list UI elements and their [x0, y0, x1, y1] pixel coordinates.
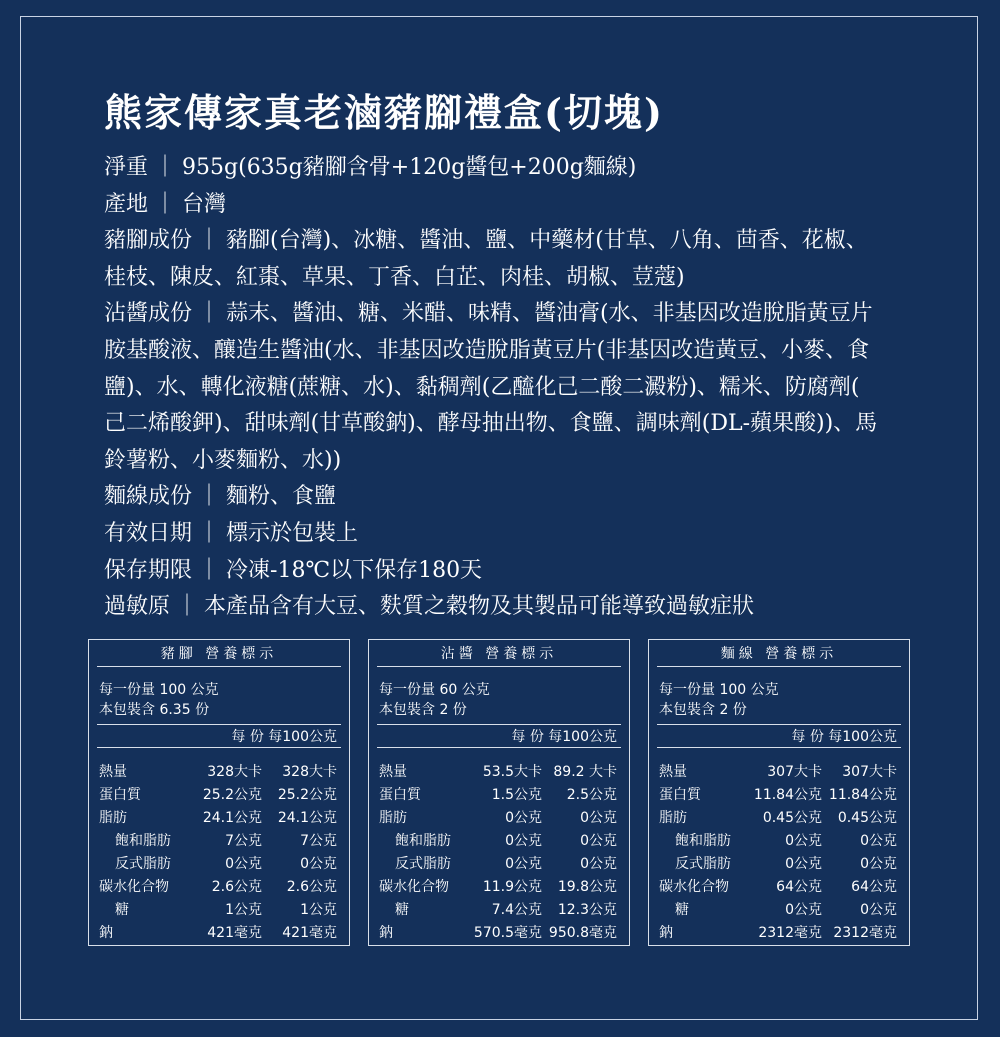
nutrition-panel-dipping-sauce — [368, 639, 630, 946]
serving-size: 每一份量 100 公克 — [99, 682, 219, 698]
table-row — [659, 830, 897, 853]
table-row — [659, 922, 897, 945]
product-title: 熊家傳家真老滷豬腳禮盒(切塊) — [104, 90, 664, 135]
per-serving-value: 7.4公克 — [491, 902, 542, 918]
per-serving-value: 24.1公克 — [202, 810, 262, 826]
nutrient-label: 飽和脂肪 — [675, 833, 731, 849]
per-100g-value: 0公克 — [580, 833, 617, 849]
table-row — [379, 853, 617, 876]
info-value: 標示於包裝上 — [226, 520, 359, 546]
panel-heading: 沾醬 營養標示 — [377, 642, 621, 667]
per-serving-value: 421毫克 — [207, 925, 262, 941]
product-info — [104, 150, 904, 626]
per-serving-value: 0.45公克 — [762, 810, 822, 826]
per-100g-value: 64公克 — [851, 879, 897, 895]
per-100g-value: 328大卡 — [282, 764, 337, 780]
info-value: 豬腳(台灣)、冰糖、醬油、鹽、中藥材(甘草、八角、茴香、花椒、 — [226, 228, 868, 254]
nutrient-label: 脂肪 — [659, 810, 687, 826]
nutrient-label: 鈉 — [379, 925, 393, 941]
table-row — [659, 761, 897, 784]
per-100g-value: 421毫克 — [282, 925, 337, 941]
info-separator: ｜ — [154, 191, 177, 217]
info-label: 保存期限 — [104, 557, 193, 583]
per-serving-value: 0公克 — [785, 902, 822, 918]
info-row — [104, 479, 904, 516]
per-100g-value: 2312毫克 — [833, 925, 897, 941]
nutrient-label: 鈉 — [659, 925, 673, 941]
table-row — [659, 899, 897, 922]
info-row — [104, 333, 904, 370]
info-value: 己二烯酸鉀)、甜味劑(甘草酸鈉)、酵母抽出物、食鹽、調味劑(DL-蘋果酸))、馬 — [104, 411, 878, 437]
info-label: 豬腳成份 — [104, 228, 193, 254]
per-100g-value: 0公克 — [300, 856, 337, 872]
column-headers: 每 份 每100公克 — [657, 724, 901, 748]
nutrient-label: 反式脂肪 — [395, 856, 451, 872]
table-row — [379, 830, 617, 853]
nutrient-label: 蛋白質 — [99, 787, 141, 803]
column-headers: 每 份 每100公克 — [377, 724, 621, 748]
nutrient-label: 脂肪 — [99, 810, 127, 826]
per-100g-value: 2.5公克 — [566, 787, 617, 803]
per-serving-value: 2.6公克 — [211, 879, 262, 895]
nutrient-label: 蛋白質 — [659, 787, 701, 803]
table-row — [99, 899, 337, 922]
table-row — [659, 784, 897, 807]
info-separator: ｜ — [154, 155, 177, 180]
nutrient-label: 熱量 — [99, 764, 127, 780]
per-100g-value: 25.2公克 — [277, 787, 337, 803]
serving-size: 每一份量 60 公克 — [379, 682, 490, 698]
per-100g-value: 950.8毫克 — [548, 925, 617, 941]
nutrient-label: 糖 — [395, 902, 409, 918]
info-row — [104, 187, 904, 224]
table-row — [659, 876, 897, 899]
per-serving-value: 2312毫克 — [758, 925, 822, 941]
info-value: 台灣 — [182, 191, 227, 217]
per-100g-value: 0公克 — [860, 902, 897, 918]
table-row — [99, 876, 337, 899]
serving-info — [99, 680, 219, 720]
per-serving-value: 0公克 — [225, 856, 262, 872]
info-separator: ｜ — [198, 484, 221, 510]
serving-info — [659, 680, 779, 720]
info-row — [104, 260, 904, 297]
serving-size: 每一份量 100 公克 — [659, 682, 779, 698]
per-serving-value: 0公克 — [505, 833, 542, 849]
table-row — [659, 807, 897, 830]
info-row — [104, 296, 904, 333]
nutrient-label: 糖 — [675, 902, 689, 918]
nutrient-label: 蛋白質 — [379, 787, 421, 803]
nutrient-label: 碳水化合物 — [379, 879, 449, 895]
nutrient-label: 熱量 — [659, 764, 687, 780]
info-value: 鹽)、水、轉化液糖(蔗糖、水)、黏稠劑(乙醯化己二酸二澱粉)、糯米、防腐劑( — [104, 374, 860, 400]
per-100g-value: 0.45公克 — [837, 810, 897, 826]
table-row — [379, 922, 617, 945]
info-value: 胺基酸液、釀造生醬油(水、非基因改造脫脂黃豆片(非基因改造黃豆、小麥、食 — [104, 337, 870, 363]
servings-per-package: 本包裝含 2 份 — [379, 702, 467, 718]
table-row — [99, 830, 337, 853]
per-serving-value: 307大卡 — [767, 764, 822, 780]
per-100g-value: 1公克 — [300, 902, 337, 918]
per-serving-value: 53.5大卡 — [482, 764, 542, 780]
column-headers: 每 份 每100公克 — [97, 724, 341, 748]
nutrient-label: 碳水化合物 — [659, 879, 729, 895]
nutrition-table — [659, 761, 897, 945]
per-100g-value: 2.6公克 — [286, 879, 337, 895]
per-100g-value: 11.84公克 — [828, 787, 897, 803]
nutrient-label: 反式脂肪 — [675, 856, 731, 872]
info-label: 淨重 — [104, 155, 149, 180]
info-separator: ｜ — [198, 228, 221, 254]
nutrition-panel-noodles — [648, 639, 910, 946]
per-100g-value: 19.8公克 — [557, 879, 617, 895]
info-label: 產地 — [104, 191, 149, 217]
info-separator: ｜ — [198, 520, 221, 546]
info-separator: ｜ — [176, 594, 199, 620]
nutrient-label: 熱量 — [379, 764, 407, 780]
info-label: 麵線成份 — [104, 484, 193, 510]
nutrition-table — [379, 761, 617, 945]
info-label: 過敏原 — [104, 594, 171, 620]
per-100g-value: 307大卡 — [842, 764, 897, 780]
table-row — [99, 761, 337, 784]
info-value: 麵粉、食鹽 — [226, 484, 337, 510]
info-value: 冷凍-18℃以下保存180天 — [226, 557, 483, 583]
info-separator: ｜ — [198, 557, 221, 583]
per-serving-value: 7公克 — [225, 833, 262, 849]
table-row — [99, 784, 337, 807]
info-row — [104, 516, 904, 553]
per-100g-value: 0公克 — [580, 856, 617, 872]
per-100g-value: 89.2 大卡 — [553, 764, 617, 780]
per-100g-value: 0公克 — [860, 856, 897, 872]
table-row — [659, 853, 897, 876]
info-value: 桂枝、陳皮、紅棗、草果、丁香、白芷、肉桂、胡椒、荳蔻) — [104, 264, 685, 290]
per-serving-value: 11.84公克 — [753, 787, 822, 803]
nutrient-label: 鈉 — [99, 925, 113, 941]
nutrient-label: 糖 — [115, 902, 129, 918]
table-row — [379, 761, 617, 784]
info-row — [104, 223, 904, 260]
table-row — [379, 876, 617, 899]
info-value: 鈴薯粉、小麥麵粉、水)) — [104, 447, 342, 473]
info-row — [104, 553, 904, 590]
per-100g-value: 24.1公克 — [277, 810, 337, 826]
info-label: 沾醬成份 — [104, 301, 193, 327]
nutrient-label: 飽和脂肪 — [115, 833, 171, 849]
servings-per-package: 本包裝含 2 份 — [659, 702, 747, 718]
per-serving-value: 328大卡 — [207, 764, 262, 780]
per-serving-value: 64公克 — [776, 879, 822, 895]
servings-per-package: 本包裝含 6.35 份 — [99, 702, 210, 718]
info-label: 有效日期 — [104, 520, 193, 546]
per-serving-value: 0公克 — [505, 856, 542, 872]
nutrient-label: 脂肪 — [379, 810, 407, 826]
panel-heading: 麵線 營養標示 — [657, 642, 901, 667]
table-row — [379, 899, 617, 922]
info-separator: ｜ — [198, 301, 221, 327]
table-row — [99, 853, 337, 876]
serving-info — [379, 680, 490, 720]
per-serving-value: 1.5公克 — [491, 787, 542, 803]
nutrition-panel-pork-trotter — [88, 639, 350, 946]
info-row — [104, 589, 904, 626]
per-serving-value: 0公克 — [785, 833, 822, 849]
per-serving-value: 1公克 — [225, 902, 262, 918]
per-serving-value: 0公克 — [785, 856, 822, 872]
info-value: 955g(635g豬腳含骨+120g醬包+200g麵線) — [182, 155, 637, 180]
table-row — [379, 784, 617, 807]
per-100g-value: 0公克 — [580, 810, 617, 826]
nutrient-label: 碳水化合物 — [99, 879, 169, 895]
info-row — [104, 406, 904, 443]
per-serving-value: 11.9公克 — [482, 879, 542, 895]
info-row — [104, 443, 904, 480]
info-value: 本產品含有大豆、麩質之穀物及其製品可能導致過敏症狀 — [204, 594, 755, 620]
per-serving-value: 0公克 — [505, 810, 542, 826]
nutrition-table — [99, 761, 337, 945]
info-row — [104, 150, 904, 187]
info-row — [104, 370, 904, 407]
per-100g-value: 0公克 — [860, 833, 897, 849]
nutrient-label: 飽和脂肪 — [395, 833, 451, 849]
panel-heading: 豬腳 營養標示 — [97, 642, 341, 667]
per-serving-value: 570.5毫克 — [473, 925, 542, 941]
table-row — [99, 807, 337, 830]
per-100g-value: 7公克 — [300, 833, 337, 849]
per-serving-value: 25.2公克 — [202, 787, 262, 803]
table-row — [99, 922, 337, 945]
per-100g-value: 12.3公克 — [557, 902, 617, 918]
info-value: 蒜末、醬油、糖、米醋、味精、醬油膏(水、非基因改造脫脂黃豆片 — [226, 301, 873, 327]
nutrient-label: 反式脂肪 — [115, 856, 171, 872]
table-row — [379, 807, 617, 830]
